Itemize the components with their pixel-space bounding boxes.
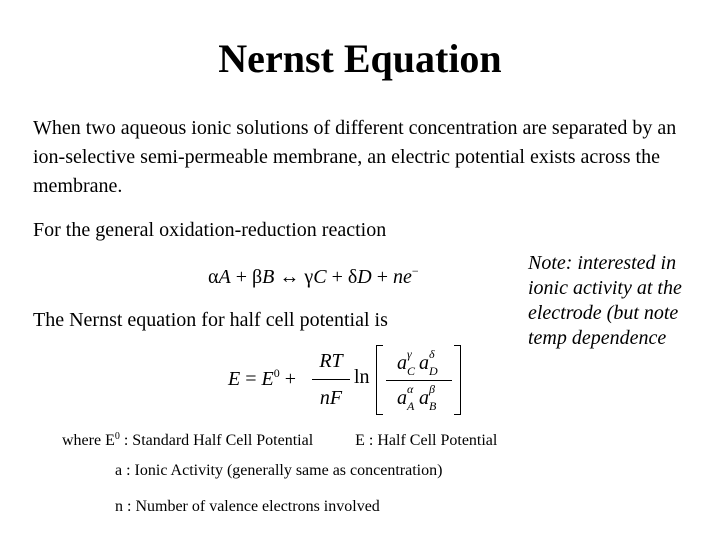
- definition-half-cell: E : Half Cell Potential: [355, 432, 498, 449]
- activity-term: a δ D: [419, 347, 438, 378]
- definition-electrons: n : Number of valence electrons involved: [115, 498, 380, 515]
- coef-delta: δ: [347, 266, 358, 288]
- coef-beta: β: [251, 266, 263, 288]
- species-d: D: [357, 266, 372, 288]
- electron-count: n: [393, 266, 404, 288]
- electron-charge: −: [411, 264, 419, 278]
- plus-sign: +: [371, 266, 394, 288]
- nernst-equation: [228, 345, 468, 417]
- fraction-denominator: nF: [319, 387, 343, 409]
- left-bracket: [376, 345, 383, 415]
- plus-sign: +: [326, 266, 348, 288]
- activity-fraction-bar: [386, 380, 452, 381]
- fraction-bar: [312, 379, 350, 380]
- activity-term: a γ C: [397, 347, 416, 378]
- electron: e: [403, 266, 412, 288]
- species-a: A: [218, 266, 231, 288]
- definition-standard-text: : Standard Half Cell Potential: [119, 432, 314, 449]
- activity-numerator: [386, 349, 452, 377]
- natural-log: ln: [354, 366, 370, 388]
- right-bracket: [454, 345, 461, 415]
- species-b: B: [262, 266, 275, 288]
- activity-term: a α A: [397, 382, 415, 413]
- standard-potential-sup: 0: [273, 366, 280, 380]
- definition-sup: 0: [114, 431, 120, 442]
- equals-sign: =: [240, 368, 262, 390]
- equilibrium-arrow: ↔: [274, 266, 305, 288]
- reaction-lead-text: For the general oxidation-reduction reaction: [33, 219, 387, 241]
- coef-alpha: α: [208, 266, 219, 288]
- page-title: Nernst Equation: [218, 36, 502, 81]
- potential-e: E: [228, 368, 241, 390]
- plus-sign: +: [230, 266, 252, 288]
- coef-gamma: γ: [304, 266, 314, 288]
- nernst-lhs: [228, 366, 296, 391]
- standard-potential: E: [261, 368, 274, 390]
- activity-term: a β B: [419, 382, 437, 413]
- activity-denominator: [386, 384, 452, 412]
- side-note: Note: interested in ionic activity at the electrode (but note temp dependence: [528, 252, 682, 349]
- reaction-equation: [208, 256, 419, 292]
- definition-prefix: where E: [62, 432, 115, 449]
- intro-paragraph: When two aqueous ionic solutions of different concentration are separated by an ion-selective semi-permeable membrane, an electric potential exists across the membrane.: [33, 117, 677, 197]
- species-c: C: [313, 266, 327, 288]
- plus-sign: +: [279, 368, 296, 390]
- halfcell-lead-text: The Nernst equation for half cell potential is: [33, 309, 388, 331]
- rt-over-nf-fraction: [312, 347, 350, 412]
- definition-activity: a : Ionic Activity (generally same as concentration): [115, 462, 443, 479]
- fraction-numerator: RT: [319, 350, 343, 372]
- activity-ratio: [386, 349, 452, 412]
- definition-standard-potential: [62, 427, 497, 451]
